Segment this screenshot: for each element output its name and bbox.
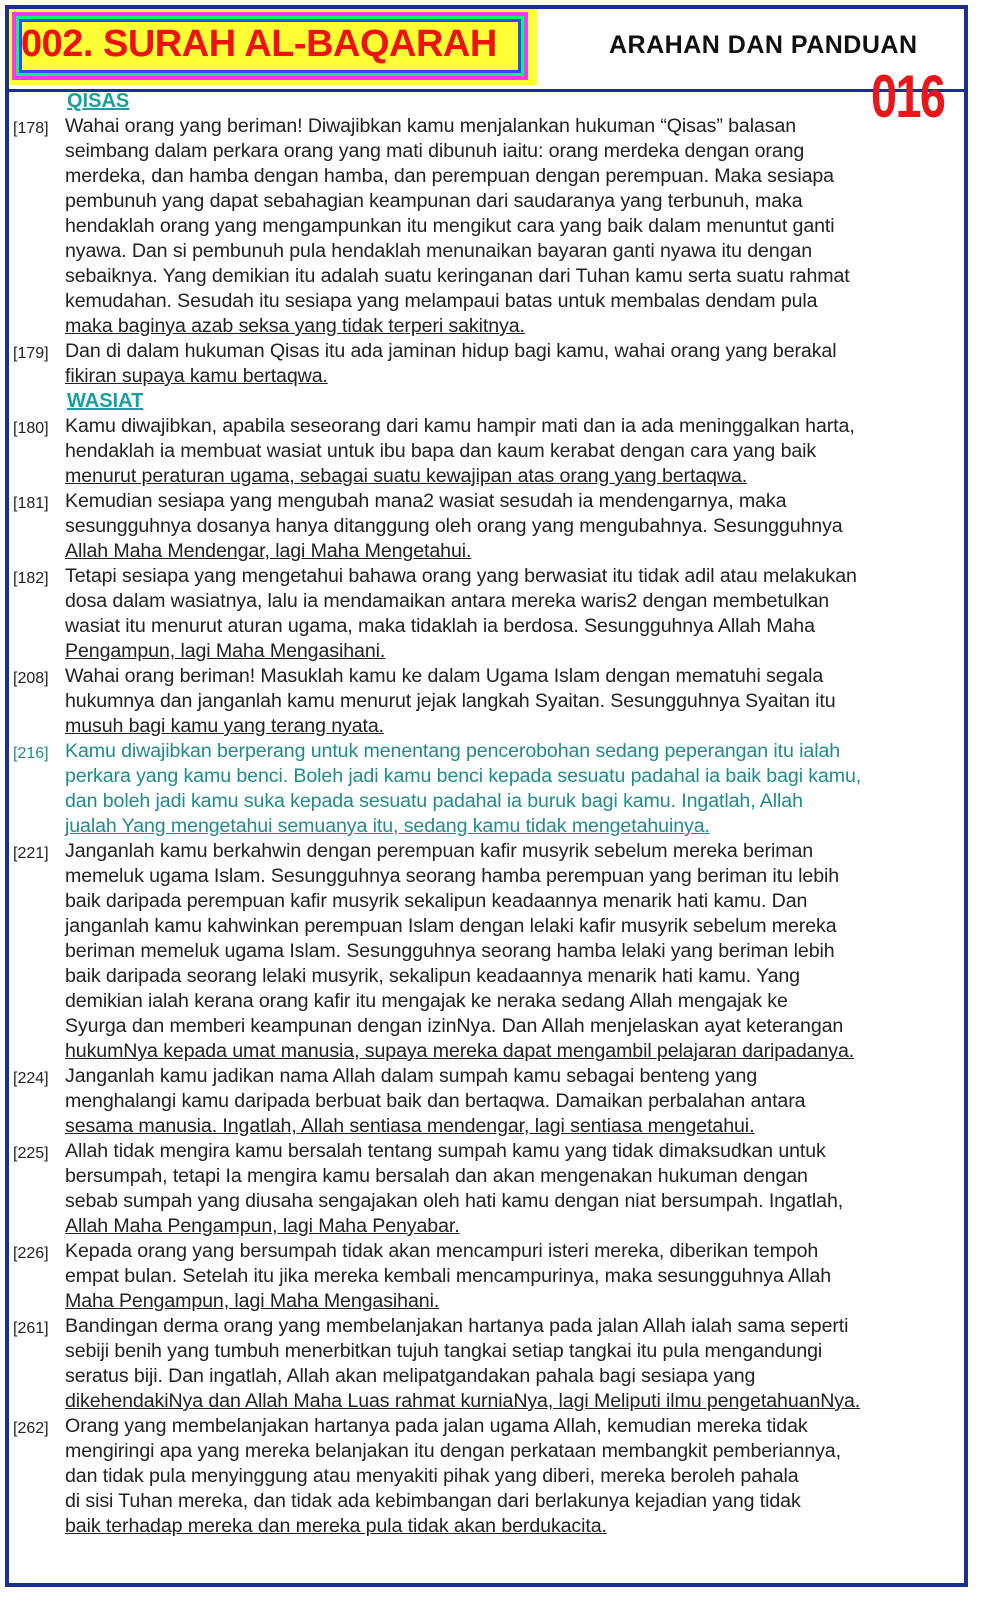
title-banner [9,9,537,85]
verse-body: Kemudian sesiapa yang mengubah mana2 wasiat sesudah ia mendengarnya, maka sesungguhnya dosanya hanya ditanggung oleh orang yang mengubahnya. Sesungguhnya [65,490,843,537]
verse-closing-line: Maha Pengampun, lagi Maha Mengasihani. [65,1290,440,1312]
surah-title: 002. SURAH AL-BAQARAH [21,23,497,65]
verse-row [9,1139,964,1239]
verse-body: Kamu diwajibkan berperang untuk menentang pencerobohan sedang peperangan itu ialah perkara yang kamu benci. Boleh jadi kamu benci kepada sesuatu padahal ia baik bagi kamu, dan boleh jadi kamu suka kepada sesuatu padahal ia buruk bagi kamu. Ingatlah, Allah [65,740,862,812]
page-number: 016 [871,63,945,130]
verse-body: Kamu diwajibkan, apabila seseorang dari kamu hampir mati dan ia ada meninggalkan harta, hendaklah ia membuat wasiat untuk ibu bapa dan kaum kerabat dengan cara yang baik [65,415,855,462]
verse-body: Allah tidak mengira kamu bersalah tentang sumpah kamu yang tidak dimaksudkan untuk bersumpah, tetapi Ia mengira kamu bersalah dan akan mengenakan hukuman dengan sebab sumpah yang diusaha sengajakan oleh hati kamu dengan niat bersumpah. Ingatlah, [65,1140,844,1212]
verse-text [65,739,964,839]
verse-closing-line: musuh bagi kamu yang terang nyata. [65,715,385,737]
verse-body: Janganlah kamu jadikan nama Allah dalam sumpah kamu sebagai benteng yang menghalangi kamu daripada berbuat baik dan bertaqwa. Damaikan perbalahan antara [65,1065,806,1112]
verse-number: [208] [13,670,49,687]
verse-body: Bandingan derma orang yang membelanjakan hartanya pada jalan Allah ialah sama seperti sebiji benih yang tumbuh menerbitkan tujuh tangkai setiap tangkai itu pula mengandungi seratus biji. Dan ingatlah, Allah akan melipatgandakan pahala bagi sesiapa yang [65,1315,849,1387]
verse-number: [261] [13,1320,49,1337]
verse-closing-line: maka baginya azab seksa yang tidak terperi sakitnya. [65,315,525,337]
verse-text [65,1139,964,1239]
verse-text [65,1239,964,1314]
guide-label: ARAHAN DAN PANDUAN [609,31,918,59]
verse-row [9,564,964,664]
verse-text [65,564,964,664]
verse-closing-line: menurut peraturan ugama, sebagai suatu kewajipan atas orang yang bertaqwa. [65,465,748,487]
verse-number: [226] [13,1245,49,1262]
verse-number: [221] [13,845,49,862]
verse-row [9,339,964,389]
verse-row [9,664,964,739]
page-header [9,9,964,92]
verse-body: Wahai orang beriman! Masuklah kamu ke dalam Ugama Islam dengan mematuhi segala hukumnya dan janganlah kamu menurut jejak langkah Syaitan. Sesungguhnya Syaitan itu [65,665,836,712]
verse-closing-line: dikehendakiNya dan Allah Maha Luas rahmat kurniaNya, lagi Meliputi ilmu pengetahuanNya. [65,1390,861,1412]
verse-closing-line: baik terhadap mereka dan mereka pula tidak akan berdukacita. [65,1515,607,1537]
verse-text [65,414,964,489]
verse-closing-line: Allah Maha Pengampun, lagi Maha Penyabar. [65,1215,460,1237]
verse-number: [178] [13,120,49,137]
verse-number: [181] [13,495,49,512]
verse-row [9,1314,964,1414]
verse-body: Wahai orang yang beriman! Diwajibkan kamu menjalankan hukuman “Qisas” balasan seimbang dalam perkara orang yang mati dibunuh iaitu: orang merdeka dengan orang merdeka, dan hamba dengan hamba, dan perempuan dengan perempuan. Maka sesiapa pembunuh yang dapat sebahagian keampunan dari saudaranya yang terbunuh, maka hendaklah orang yang mengampunkan itu mengikut cara yang baik dalam menuntut ganti nyawa. Dan si pembunuh pula hendaklah menunaikan bayaran ganti nyawa itu dengan sebaiknya. Yang demikian itu adalah suatu keringanan dari Tuhan kamu serta suatu rahmat kemudahan. Sesudah itu sesiapa yang melampaui batas untuk membalas dendam pula [65,115,850,312]
verse-number: [179] [13,345,49,362]
verse-number: [225] [13,1145,49,1162]
section-heading: QISAS [67,90,130,112]
verse-number: [182] [13,570,49,587]
verse-row [9,1414,964,1539]
section-heading: WASIAT [67,390,144,412]
verse-closing-line: jualah Yang mengetahui semuanya itu, sedang kamu tidak mengetahuinya. [65,815,710,837]
verse-body: Janganlah kamu berkahwin dengan perempuan kafir musyrik sebelum mereka beriman memeluk ugama Islam. Sesungguhnya seorang hamba perempuan yang beriman itu lebih baik daripada perempuan kafir musyrik sekalipun keadaannya menarik hati kamu. Dan janganlah kamu kahwinkan perempuan Islam dengan lelaki kafir musyrik sebelum mereka beriman memeluk ugama Islam. Sesungguhnya seorang hamba lelaki yang beriman lebih baik daripada seorang lelaki musyrik, sekalipun keadaannya menarik hati kamu. Yang demikian ialah kerana orang kafir itu mengajak ke neraka sedang Allah mengajak ke Syurga dan memberi keampunan dengan izinNya. Dan Allah menjelaskan ayat keterangan [65,840,844,1037]
verse-number: [180] [13,420,49,437]
verse-row [9,1239,964,1314]
verse-closing-line: Pengampun, lagi Maha Mengasihani. [65,640,386,662]
verse-number: [216] [13,745,49,762]
verse-closing-line: fikiran supaya kamu bertaqwa. [65,365,328,387]
verse-closing-line: Allah Maha Mendengar, lagi Maha Mengetahui. [65,540,472,562]
verse-row [9,739,964,839]
verse-body: Dan di dalam hukuman Qisas itu ada jaminan hidup bagi kamu, wahai orang yang berakal [65,340,837,362]
verse-body: Tetapi sesiapa yang mengetahui bahawa orang yang berwasiat itu tidak adil atau melakukan dosa dalam wasiatnya, lalu ia mendamaikan antara mereka waris2 dengan membetulkan wasiat itu menurut aturan ugama, maka tidaklah ia berdosa. Sesungguhnya Allah Maha [65,565,857,637]
verse-text [65,489,964,564]
verse-number: [224] [13,1070,49,1087]
verse-row [9,114,964,339]
verse-body: Orang yang membelanjakan hartanya pada jalan ugama Allah, kemudian mereka tidak mengiringi apa yang mereka belanjakan itu dengan perkataan membangkit pemberiannya, dan tidak pula menyinggung atau menyakiti pihak yang diberi, mereka beroleh pahala di sisi Tuhan mereka, dan tidak ada kebimbangan dari berlakunya kejadian yang tidak [65,1415,841,1512]
verse-body: Kepada orang yang bersumpah tidak akan mencampuri isteri mereka, diberikan tempoh empat bulan. Setelah itu jika mereka kembali mencampurinya, maka sesungguhnya Allah [65,1240,832,1287]
verse-text [65,114,964,339]
document-page [5,5,968,1587]
verse-text [65,839,964,1064]
verse-text [65,1414,964,1539]
verse-row [9,1064,964,1139]
verse-row [9,839,964,1064]
verse-text [65,339,964,389]
verse-text [65,1314,964,1414]
verse-content [9,89,964,1539]
verse-row [9,414,964,489]
verse-closing-line: hukumNya kepada umat manusia, supaya mereka dapat mengambil pelajaran daripadanya. [65,1040,855,1062]
verse-row [9,489,964,564]
verse-closing-line: sesama manusia. Ingatlah, Allah sentiasa mendengar, lagi sentiasa mengetahui. [65,1115,755,1137]
verse-text [65,664,964,739]
verse-text [65,1064,964,1139]
verse-number: [262] [13,1420,49,1437]
